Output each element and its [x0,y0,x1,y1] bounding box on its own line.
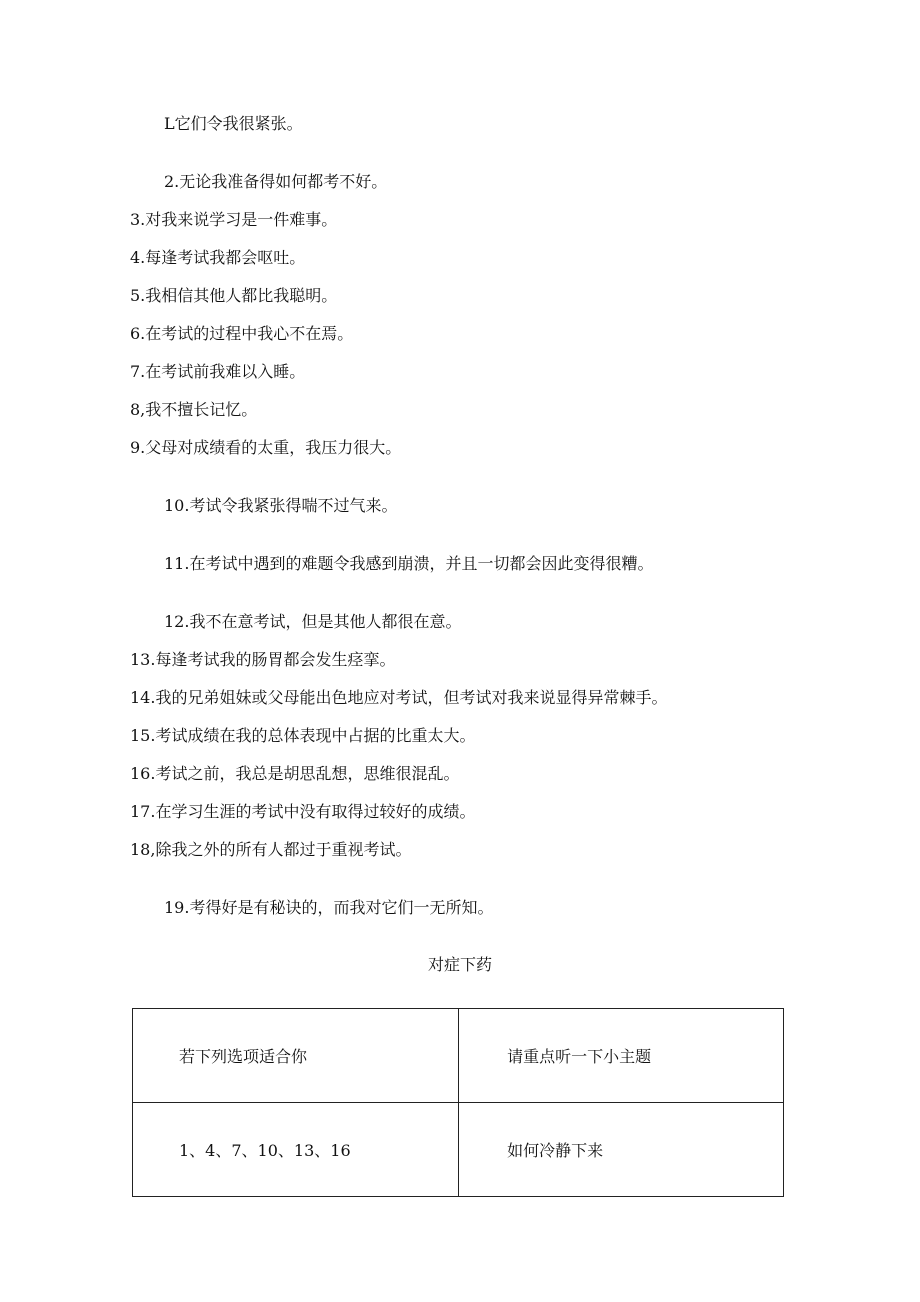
list-item: 14.我的兄弟姐妹或父母能出色地应对考试，但考试对我来说显得异常棘手。 [130,688,668,707]
list-item: 7.在考试前我难以入睡。 [130,362,306,381]
table-row [133,1103,784,1197]
table-header-row [133,1009,784,1103]
list-item: 18,除我之外的所有人都过于重视考试。 [130,840,412,859]
list-item: 19.考得好是有秘诀的，而我对它们一无所知。 [164,898,494,917]
list-item: 5.我相信其他人都比我聪明。 [130,286,338,305]
list-item: 3.对我来说学习是一件难事。 [130,210,338,229]
list-item: 6.在考试的过程中我心不在焉。 [130,324,354,343]
list-item: 11.在考试中遇到的难题令我感到崩溃，并且一切都会因此变得很糟。 [164,554,654,573]
list-item: 9.父母对成绩看的太重，我压力很大。 [130,438,402,457]
section-title: 对症下药 [427,955,492,974]
table-header-cell: 若下列选项适合你 [133,1009,459,1103]
list-item: 17.在学习生涯的考试中没有取得过较好的成绩。 [130,802,476,821]
list-item: 12.我不在意考试，但是其他人都很在意。 [164,612,462,631]
list-item: 15.考试成绩在我的总体表现中占据的比重太大。 [130,726,476,745]
list-item: 4.每逢考试我都会呕吐。 [130,248,306,267]
table-header-cell: 请重点听一下小主题 [459,1009,784,1103]
table-cell: 1、4、7、10、13、16 [133,1103,459,1197]
list-item: 13.每逢考试我的肠胃都会发生痉挛。 [130,650,396,669]
table-cell: 如何冷静下来 [459,1103,784,1197]
list-item: 2.无论我准备得如何都考不好。 [164,172,388,191]
remedy-table [132,1008,784,1197]
list-item: L它们令我很紧张。 [164,114,303,133]
list-item: 16.考试之前，我总是胡思乱想，思维很混乱。 [130,764,460,783]
list-item: 10.考试令我紧张得喘不过气来。 [164,496,398,515]
list-item: 8,我不擅长记忆。 [130,400,258,419]
